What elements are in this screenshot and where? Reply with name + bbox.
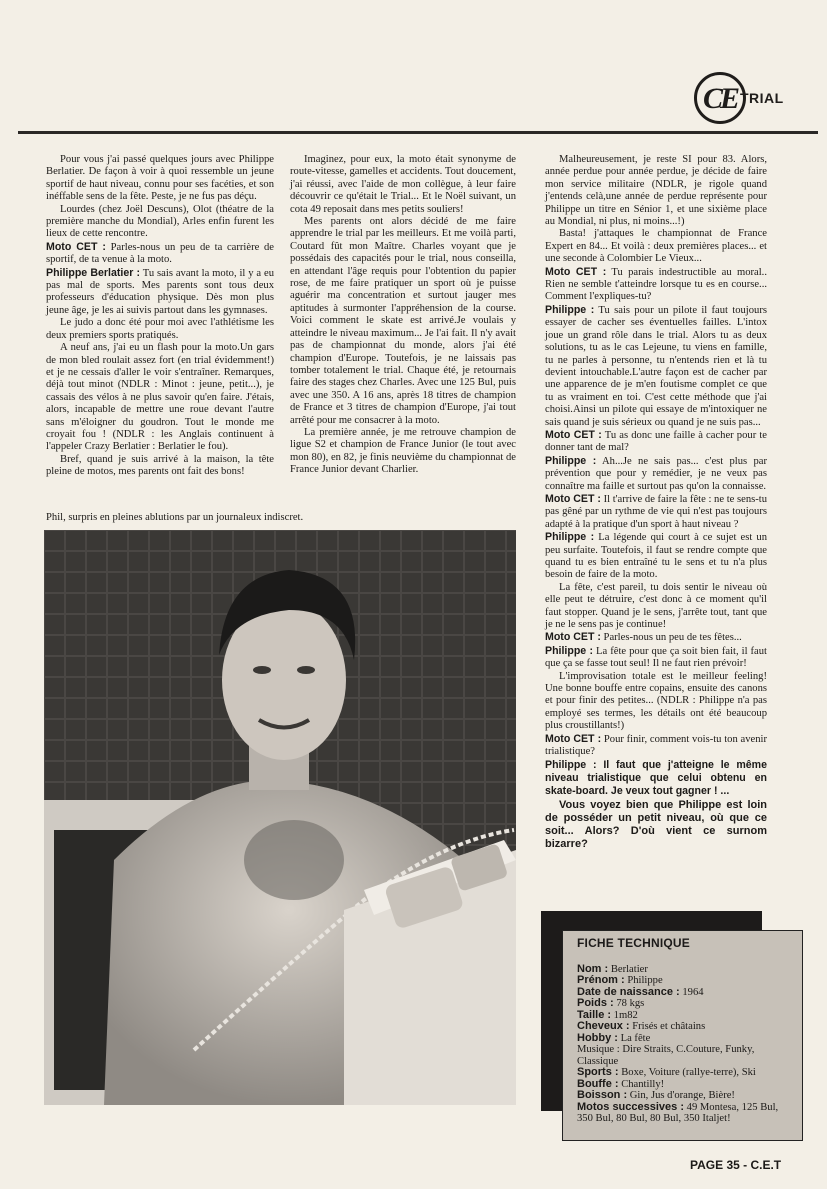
paragraph: L'improvisation totale est le meilleur feeling! Une bonne bouffe entre copains, ensuite des canons et pour finir des petites... (NDLR : Philippe n'a pas employé ses termes, les détails ont été beaucoup plus croustillants!) xyxy=(545,670,767,732)
fiche-value: La fête xyxy=(617,1032,651,1044)
speaker-label: Moto CET : xyxy=(545,492,601,505)
paragraph: Malheureusement, je reste SI pour 83. Alors, année perdue pour année perdue, je décide de faire mon service militaire (NDLR, je rigole quand j'entends celà,une année de perdue représente pour Philippe un titre en Sénior 1, et une sixième place au Mondial, ni plus, ni moins...!) xyxy=(545,154,767,228)
paragraph: La fête, c'est pareil, tu dois sentir le niveau où elle peut te détruire, c'est donc à ce moment qu'il faut stopper. Quand je le sens, j'arrête tout, tant que je ne le sens pas je continue! xyxy=(545,581,767,631)
speaker-label: Moto CET : xyxy=(545,265,607,278)
speaker-label: Moto CET : xyxy=(545,631,601,644)
fiche-rows xyxy=(577,964,794,1125)
speaker-label: Philippe : xyxy=(545,303,595,316)
speech-text: Tu as donc une faille à cacher pour te donner tant de mal? xyxy=(545,429,767,454)
paragraph: Lourdes (chez Joël Descuns), Olot (théatre de la première manche du Mondial), Arles enfin furent les lieux de cette rencontre. xyxy=(46,203,274,240)
paragraph: Pour vous j'ai passé quelques jours avec Philippe Berlatier. De façon à voir à quoi ressemble un jeune sportif de haut niveau, connu pour ses facéties, et son inéffable sens de la fête. Peste, je ne fus pas déçu. xyxy=(46,154,274,203)
fiche-key: Hobby : xyxy=(577,1031,618,1044)
speaker-label: Philippe : xyxy=(545,454,597,467)
fiche-key: Boisson : xyxy=(577,1089,628,1101)
speech-text: La fête pour que ça soit bien fait, il faut que ça se fasse tout seul! Il ne faut rien prévoir! xyxy=(545,645,768,670)
speech-text: Tu sais avant la moto, il y a eu pas mal de sports. Mes parents sont tous deux professeurs d'éducation physique. Dès mon plus jeune âge, je les ai suivis partout dans les gymnases. xyxy=(46,267,275,316)
paragraph: Mes parents ont alors décidé de me faire apprendre le trial par les meilleurs. Et me voilà parti, Coutard fût mon Maître. Charles voyant que je possédais des capacités pour le trial, nous conseilla, en attendant l'âge requis pour l'obtention du papier rose, de me faire pratiquer un sport où je puisse aguérir ma concentration et surtout jauger mes aptitudes à surmonter l'appréhension de la course. Voici comment le skate est arrivé.Je voulais y atteindre le niveau maximum... Je l'ai fait. Il n'y avait pas de championnat du monde, alors j'ai été champion d'Europe. Toutefois, je ne laissais pas tomber totalement le trial. Chaque été, je retournais faire des stages chez Charles. Avec une 125 Bul, puis avec une 350. A 16 ans, après 18 titres de champion de France et 3 titres de champion d'Europe, j'ai tout arrêté pour me consacrer à la moto. xyxy=(290,216,516,426)
fiche-value: Boxe, Voiture (rallye-terre), Ski xyxy=(618,1067,756,1078)
column-3-body xyxy=(545,154,767,799)
cet-trial-logo xyxy=(694,72,786,126)
fiche-value: 49 Montesa, 125 Bul, 350 Bul, 80 Bul, 80 Bul, 350 Italjet! xyxy=(577,1101,779,1124)
paragraph: Imaginez, pour eux, la moto était synonyme de route-vitesse, gamelles et accidents. Tout doucement, j'ai réussi, avec l'aide de mon collègue, à leur faire découvrir ce qu'était le Trial... Et le Noël suivant, un cota 49 reposait dans mes petits souliers! xyxy=(290,154,516,215)
interview-turn xyxy=(545,759,767,799)
speech-text: Tu sais pour un pilote il faut toujours essayer de cacher ses éventuelles failles. L'intox joue un grand rôle dans le trial. Alors tu as deux solutions, tu as le cas Lejeune, tu viens en famille, tu ne parles à personne, tu n'entends rien et là tu devient intouchable.L'autre façon est de cacher par une apparence de je m'en foutisme complet ce que tu as vraiment en toi. C'est cette méthode que j'ai choisi.Ainsi un pilote qui essaye de m'intoxiquer ne sais quand je suis sérieux ou quand je ne suis pas... xyxy=(545,304,767,428)
interview-turn xyxy=(545,304,767,429)
speech-text: La légende qui court à ce sujet est un peu surfaite. Toutefois, il faut se rendre compte que quand tu es bien entraîné tu le sens et tu n'a plus besoin de faire de la moto. xyxy=(545,532,768,581)
column-3 xyxy=(545,154,767,851)
paragraph: Bref, quand je suis arrivé à la maison, la tête pleine de motos, mes parents ont fait des bons! xyxy=(46,453,274,478)
fiche-key: Date de naissance : xyxy=(577,985,680,998)
fiche-key: Poids : xyxy=(577,997,614,1009)
speech-text: Ah...Je ne sais pas... c'est plus par prévention que pour y remédier, je ne veux pas connaître ma faille et surtout pas qu'on la connaisse. xyxy=(545,455,767,492)
closing-question: Vous voyez bien que Philippe est loin de posséder un petit niveau, où que ce soit... Alors? D'où vient ce surnom bizarre? xyxy=(545,798,767,850)
fiche-value: 1964 xyxy=(679,986,704,998)
interview-turn xyxy=(545,455,767,493)
column-2 xyxy=(290,154,516,477)
interview-turn xyxy=(545,266,767,304)
fiche-value: Gin, Jus d'orange, Bière! xyxy=(627,1090,735,1101)
fiche-value: 78 kgs xyxy=(613,998,645,1009)
fiche-key: Sports : xyxy=(577,1066,619,1078)
fiche-key: Motos successives : xyxy=(577,1100,684,1113)
page-footer: PAGE 35 - C.E.T xyxy=(690,1158,782,1172)
bath-photo-illustration xyxy=(44,530,516,1105)
speech-text: Pour finir, comment vois-tu ton avenir trialistique? xyxy=(545,733,767,758)
interview-turn xyxy=(545,645,767,671)
speaker-label: Philippe Berlatier : xyxy=(46,266,141,279)
speaker-label: Philippe : xyxy=(545,644,594,657)
photo-caption: Phil, surpris en pleines ablutions par un journaleux indiscret. xyxy=(46,512,304,523)
paragraph: La première année, je me retrouve champion de ligue S2 et champion de France Junior (le tout avec mon 80), en 82, je finis neuvième du championnat de France Junior devant Charlier. xyxy=(290,426,516,476)
interview-turn xyxy=(545,631,767,644)
logo-letters: CE xyxy=(694,72,746,124)
interview-turn xyxy=(46,241,274,267)
paragraph: Basta! j'attaques le championnat de France Expert en 84... Et voilà : deux premières places... et une seconde à Colombier Le Vieux... xyxy=(545,228,767,265)
speech-text: Il faut que j'atteigne le même niveau trialistique que celui obtenu en skate-board. Je veux tout gagner ! ... xyxy=(545,758,767,798)
fiche-technique xyxy=(562,930,803,1141)
logo-word: TRIAL xyxy=(740,90,784,106)
speaker-label: Philippe : xyxy=(545,758,597,771)
speech-text: Tu parais indestructible au moral.. Rien ne semble t'atteindre lorsque tu es en course... Comment l'expliques-tu? xyxy=(545,266,767,303)
interview-turn xyxy=(545,493,767,531)
fiche-key: Cheveux : xyxy=(577,1020,630,1032)
fiche-row xyxy=(577,1044,794,1067)
fiche-key: Prénom : xyxy=(577,974,625,986)
fiche-value: Chantilly! xyxy=(618,1078,665,1090)
fiche-value: Philippe xyxy=(624,975,663,986)
interview-turn xyxy=(46,267,274,318)
paragraph: A neuf ans, j'ai eu un flash pour la moto.Un gars de mon bled roulait assez fort (en trial évidemment!) et je ne cessais d'aller le voir s'entraîner. Remarques, déjà tout minot (NDLR : Minot : jeune, petit...), je cassais des vélos à ne plus savoir qu'en faire. J'étais, alors, incapable de mettre une roue devant l'autre sans m'éloigner du goudron. Tout le monde me croyait fou ! (NDLR : les Anglais continuent à l'appeler Crazy Berlatier : Berlatier le fou). xyxy=(46,342,274,453)
fiche-value: Frisés et châtains xyxy=(629,1021,706,1032)
speech-text: Parles-nous un peu de tes fêtes... xyxy=(600,632,742,644)
fiche-value: Berlatier xyxy=(608,963,648,975)
fiche-row xyxy=(577,1033,794,1045)
paragraph: Le judo a donc été pour moi avec l'athlétisme les deux premiers sports pratiqués. xyxy=(46,317,274,341)
header-rule xyxy=(18,131,818,134)
fiche-key: Bouffe : xyxy=(577,1077,619,1090)
fiche-key: Nom : xyxy=(577,962,609,975)
speaker-label: Moto CET : xyxy=(545,732,602,745)
fiche-value: 1m82 xyxy=(611,1009,638,1021)
speaker-label: Philippe : xyxy=(545,531,595,544)
speaker-label: Moto CET : xyxy=(46,240,106,253)
interview-turn xyxy=(545,429,767,455)
fiche-key: Taille : xyxy=(577,1008,612,1021)
bath-photo xyxy=(44,530,516,1105)
fiche-value: Musique : Dire Straits, C.Couture, Funky, Classique xyxy=(577,1044,755,1067)
interview-turn xyxy=(545,733,767,759)
speaker-label: Moto CET : xyxy=(545,428,602,441)
fiche-title: FICHE TECHNIQUE xyxy=(577,936,691,950)
speech-text: Il t'arrive de faire la fête : ne te sens-tu pas gêné par un rythme de vie qui n'est pas toujours adapté à la pratique d'un sport à haut niveau ? xyxy=(545,493,768,530)
interview-turn xyxy=(545,531,767,582)
column-1 xyxy=(46,154,274,479)
fiche-row xyxy=(577,1102,794,1125)
speech-text: Parles-nous un peu de ta carrière de sportif, de ta venue à la moto. xyxy=(46,241,274,266)
